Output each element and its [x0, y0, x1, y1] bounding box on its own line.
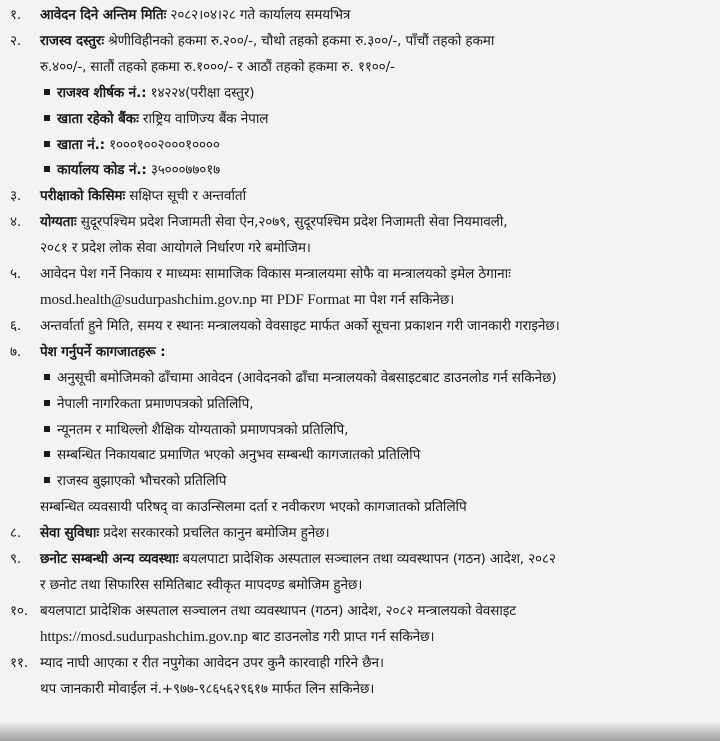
bullet-icon [44, 166, 50, 172]
website-url: https://mosd.sudurpashchim.gov.np [40, 628, 248, 645]
item-facilities: ८. सेवा सुविधाः प्रदेश सरकारको प्रचलित कानुन बमोजिम हुनेछ। [10, 525, 330, 542]
bullet-icon [44, 141, 50, 147]
item-selection-cont: र छनोट तथा सिफारिस समितिबाट स्वीकृत मापदण्ड बमोजिम हुनेछ। [40, 576, 363, 593]
revenue-bullet: खाता रहेको बैंकः राष्ट्रिय वाणिज्य बैंक नेपाल [10, 107, 710, 133]
revenue-bullet: खाता नं.: १०००१००२०००१०००० [10, 133, 710, 159]
item-submission-cont: mosd.health@sudurpashchim.gov.np मा PDF Format मा पेश गर्न सकिनेछ। [40, 291, 455, 308]
bullet-icon [44, 89, 50, 95]
item-deadline: १. आवेदन दिने अन्तिम मितिः २०८२।०४।२८ गते कार्यालय समयभित्र [10, 7, 351, 23]
item-qualification-cont: २०८१ र प्रदेश लोक सेवा आयोगले निर्धारण गरे बमोजिम। [40, 240, 311, 257]
document-bullet: अनुसूची बमोजिमको ढाँचामा आवेदन (आवेदनको ढाँचा मन्त्रालयको वेबसाइटबाट डाउनलोड गर्न सकिनेछ) [10, 366, 710, 392]
item-selection: ९. छनोट सम्बन्धी अन्य व्यवस्थाः बयलपाटा प्रादेशिक अस्पताल सञ्चालन तथा व्यवस्थापन (गठन) आदेश, २०८२ [10, 551, 556, 568]
item-submission: ५. आवेदन पेश गर्ने निकाय र माध्यमः सामाजिक विकास मन्त्रालयमा सोफै वा मन्त्रालयको इमेल ठेगानाः [10, 266, 511, 283]
bullet-icon [44, 477, 50, 483]
bullet-icon [44, 451, 50, 457]
document-bullet: नेपाली नागरिकता प्रमाणपत्रको प्रतिलिपि, [10, 392, 710, 418]
bullet-icon [44, 374, 50, 380]
documents-note: सम्बन्धित व्यवसायी परिषद् वा काउन्सिलमा दर्ता र नवीकरण भएको कागजातको प्रतिलिपि [40, 499, 467, 516]
revenue-bullet: कार्यालय कोड नं.: ३५०००७७०१७ [10, 158, 710, 184]
bullet-icon [44, 115, 50, 121]
item-interview: ६. अन्तर्वार्ता हुने मिति, समय र स्थानः मन्त्रालयको वेवसाइट मार्फत अर्को सूचना प्रकाशन गरी जानकारी गराइनेछ। [10, 317, 560, 334]
document-bullet: सम्बन्धित निकायबाट प्रमाणित भएको अनुभव सम्बन्धी कागजातको प्रतिलिपि [10, 443, 710, 469]
item-order-download-cont: https://mosd.sudurpashchim.gov.np बाट डाउनलोड गरी प्राप्त गर्न सकिनेछ। [40, 628, 435, 645]
item-documents: ७. पेश गर्नुपर्ने कागजातहरू : [10, 343, 166, 360]
document-bullet: राजस्व बुझाएको भौचरको प्रतिलिपि [10, 469, 710, 495]
item-revenue-fee: २. राजस्व दस्तुरः श्रेणीविहीनको हकमा रु.२००/-, चौथो तहको हकमा रु.३००/-, पाँचौं तहको हकमा [10, 32, 495, 49]
item-exam-type: ३. परीक्षाको किसिमः सक्षिप्त सूची र अन्तर्वार्ता [10, 188, 246, 205]
item-revenue-fee-cont: रु.४००/-, सातौं तहको हकमा रु.१०००/- र आठौं तहको हकमा रु. ११००/- [40, 58, 395, 75]
item-order-download: १०. बयलपाटा प्रादेशिक अस्पताल सञ्चालन तथा व्यवस्थापन (गठन) आदेश, २०८२ मन्त्रालयको वेवसाइट [10, 602, 516, 619]
document-bullet: न्यूनतम र माथिल्लो शैक्षिक योग्यताको प्रमाणपत्रको प्रतिलिपि, [10, 418, 710, 444]
revenue-bullet: राजश्व शीर्षक नं.: १४२२४(परीक्षा दस्तुर) [10, 81, 710, 107]
bullet-icon [44, 426, 50, 432]
email-address: mosd.health@sudurpashchim.gov.np [40, 291, 257, 308]
item-qualification: ४. योग्यताः सुदूरपश्चिम प्रदेश निजामती सेवा ऐन,२०७९, सुदूरपश्चिम प्रदेश निजामती सेवा नियमावली, [10, 214, 508, 231]
item-contact-info: थप जानकारी मोवाईल नं.+९७७-९८६५६२९६१७ मार्फत लिन सकिनेछ। [40, 680, 375, 697]
bullet-icon [44, 400, 50, 406]
item-late-applications: ११. म्याद नाघी आएका र रीत नपुगेका आवेदन उपर कुनै कारवाही गरिने छैन। [10, 654, 384, 671]
